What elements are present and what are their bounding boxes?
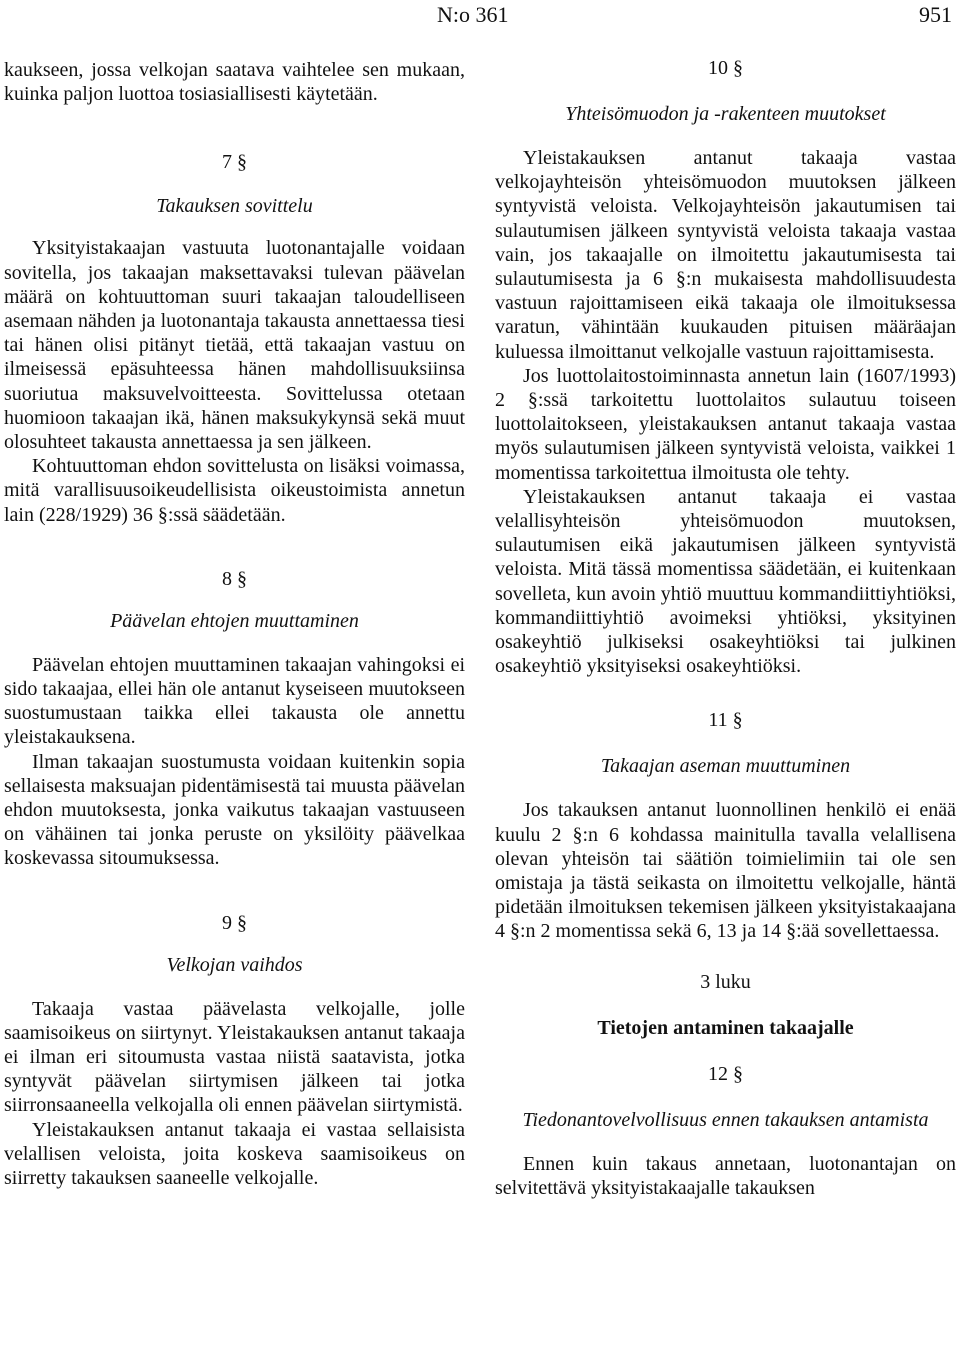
intro-paragraph: kaukseen, jossa velkojan saatava vaihtelee sen mukaan, kuinka paljon luottoa tosiasiallisesti käytetään. — [4, 59, 465, 106]
section-8-paragraph-1: Päävelan ehtojen muuttaminen takaajan vahingoksi ei sido takaajaa, ellei hän ole antanut kyseiseen muutokseen suostumustaan taikka ellei takausta ole annettu yleistakauksena. — [4, 653, 465, 749]
act-number: N:o 361 — [437, 2, 509, 27]
page-number: 951 — [919, 2, 952, 27]
section-8-number: 8 § — [222, 567, 247, 590]
section-10-paragraph-2: Jos luottolaitostoiminnasta annetun lain (1607/1993) 2 §:ssä tarkoitettu luottolaitos sulautuu toiseen luottolaitokseen, yleistakauksen antanut takaaja vastaa myös sulautumisen jälkeen syntyvistä veloista, vaikkei 1 momentissa tarkoitettua ilmoitusta ole tehty. — [495, 364, 956, 484]
section-10-paragraph-3: Yleistakauksen antanut takaaja ei vastaa velallisyhteisön yhteisömuodon muutoksen, sulautumisen eikä jakautumisen jälkeen syntyvistä veloista. Mitä tässä momentissa säädetään, ei kuitenkaan sovelleta, kun avoin yhtiö muuttuu kommandiittiyhtiöksi, kommandiittiyhtiö avoimeksi yhtiöksi, yksityinen osakeyhtiö julkiseksi osakeyhtiöksi tai julkinen osakeyhtiö yksityiseksi osakeyhtiöksi. — [495, 485, 956, 678]
section-9-number: 9 § — [222, 911, 247, 934]
section-7-title: Takauksen sovittelu — [156, 195, 313, 218]
section-9-title: Velkojan vaihdos — [166, 953, 303, 976]
section-8-title: Päävelan ehtojen muuttaminen — [110, 609, 359, 632]
section-11-number: 11 § — [708, 709, 743, 732]
page-header — [0, 0, 960, 30]
section-8-paragraph-2: Ilman takaajan suostumusta voidaan kuitenkin sopia sellaisesta maksuajan pidentämisestä tai muusta päävelan ehdon muutoksesta, jonka vaikutus takaajan vastuuseen on vähäinen tai jonka peruste on yksilöity päävelkaa koskevassa sitoumuksessa. — [4, 750, 465, 870]
section-10-number: 10 § — [708, 57, 743, 79]
section-7-number: 7 § — [222, 151, 247, 174]
section-12-title: Tiedonantovelvollisuus ennen takauksen antamista — [522, 1108, 929, 1131]
left-column — [4, 58, 465, 1190]
chapter-number: 3 luku — [700, 970, 751, 993]
section-10-title: Yhteisömuodon ja -rakenteen muutokset — [565, 103, 886, 125]
right-column — [495, 56, 956, 1200]
section-7-paragraph-1: Yksityistakaajan vastuuta luotonantajalle voidaan sovitella, jos takaajan maksettavaksi tulevan päävelan määrä on kohtuuttoman suuri takaajan taloudelliseen asemaan nähden ja luotonantaja takausta annettaessa tiesi tai hänen olisi pitänyt tietää, että takaajan vastuu on ilmeisessä epäsuhteessa hänen mahdollisuuksiinsa suoriutua maksuvelvoitteesta. Sovittelussa otetaan huomioon takaajan ikä, hänen maksukykynsä sekä muut olosuhteet takausta annettaessa ja sen jälkeen. — [4, 237, 465, 454]
section-11-title: Takaajan aseman muuttuminen — [600, 755, 851, 778]
chapter-title: Tietojen antaminen takaajalle — [597, 1016, 854, 1039]
section-9-paragraph-2: Yleistakauksen antanut takaaja ei vastaa sellaisista velallisen veloista, joita koskeva saamisoikeus on siirretty takauksen saaneelle velkojalle. — [4, 1118, 465, 1190]
section-10-paragraph-1: Yleistakauksen antanut takaaja vastaa velkojayhteisön yhteisömuodon muutoksen jälkeen syntyvistä veloista. Velkojayhteisön jakautumisen tai sulautumisen jälkeen syntyvistä veloista takaaja vastaa vain, jos takaajalle on ilmoitettu jakautumisesta tai sulautumisesta ja 6 §:n mukaisesta mahdollisuudesta vastuun rajoittamiseen eikä takaaja ole ilmoituksessa varatun, vähintään kuukauden pituisen määräajan kuluessa ilmoittanut velkojalle vastuun rajoittamisesta. — [495, 147, 956, 363]
section-12-number: 12 § — [708, 1062, 743, 1085]
section-9-paragraph-1: Takaaja vastaa päävelasta velkojalle, jolle saamisoikeus on siirtynyt. Yleistakauksen antanut takaaja ei ilman eri sitoumusta vastaa niistä saatavista, jotka syntyvät päävelan siirtymisen jälkeen tai jotka siirronsaaneella velkojalla oli ennen päävelan siirtymistä. — [4, 997, 465, 1117]
section-12-paragraph-1: Ennen kuin takaus annetaan, luotonantajan on selvitettävä yksityistakaajalle takauksen — [495, 1152, 956, 1199]
section-7-paragraph-2: Kohtuuttoman ehdon sovittelusta on lisäksi voimassa, mitä varallisuusoikeudellisista oikeustoimista annetun lain (228/1929) 36 §:ssä säädetään. — [4, 455, 465, 526]
section-11-paragraph-1: Jos takauksen antanut luonnollinen henkilö ei enää kuulu 2 §:n 6 kohdassa mainitulla tavalla velallisena olevan yhteisön tai säätiön toimielimiin tai ole sen omistaja ja tästä seikasta on ilmoitettu velkojalle, häntä pidetään ilmoituksen tekemisen jälkeen yksityistakaajana 4 §:n 2 momentissa sekä 6, 13 ja 14 §:ää sovellettaessa. — [495, 799, 956, 943]
